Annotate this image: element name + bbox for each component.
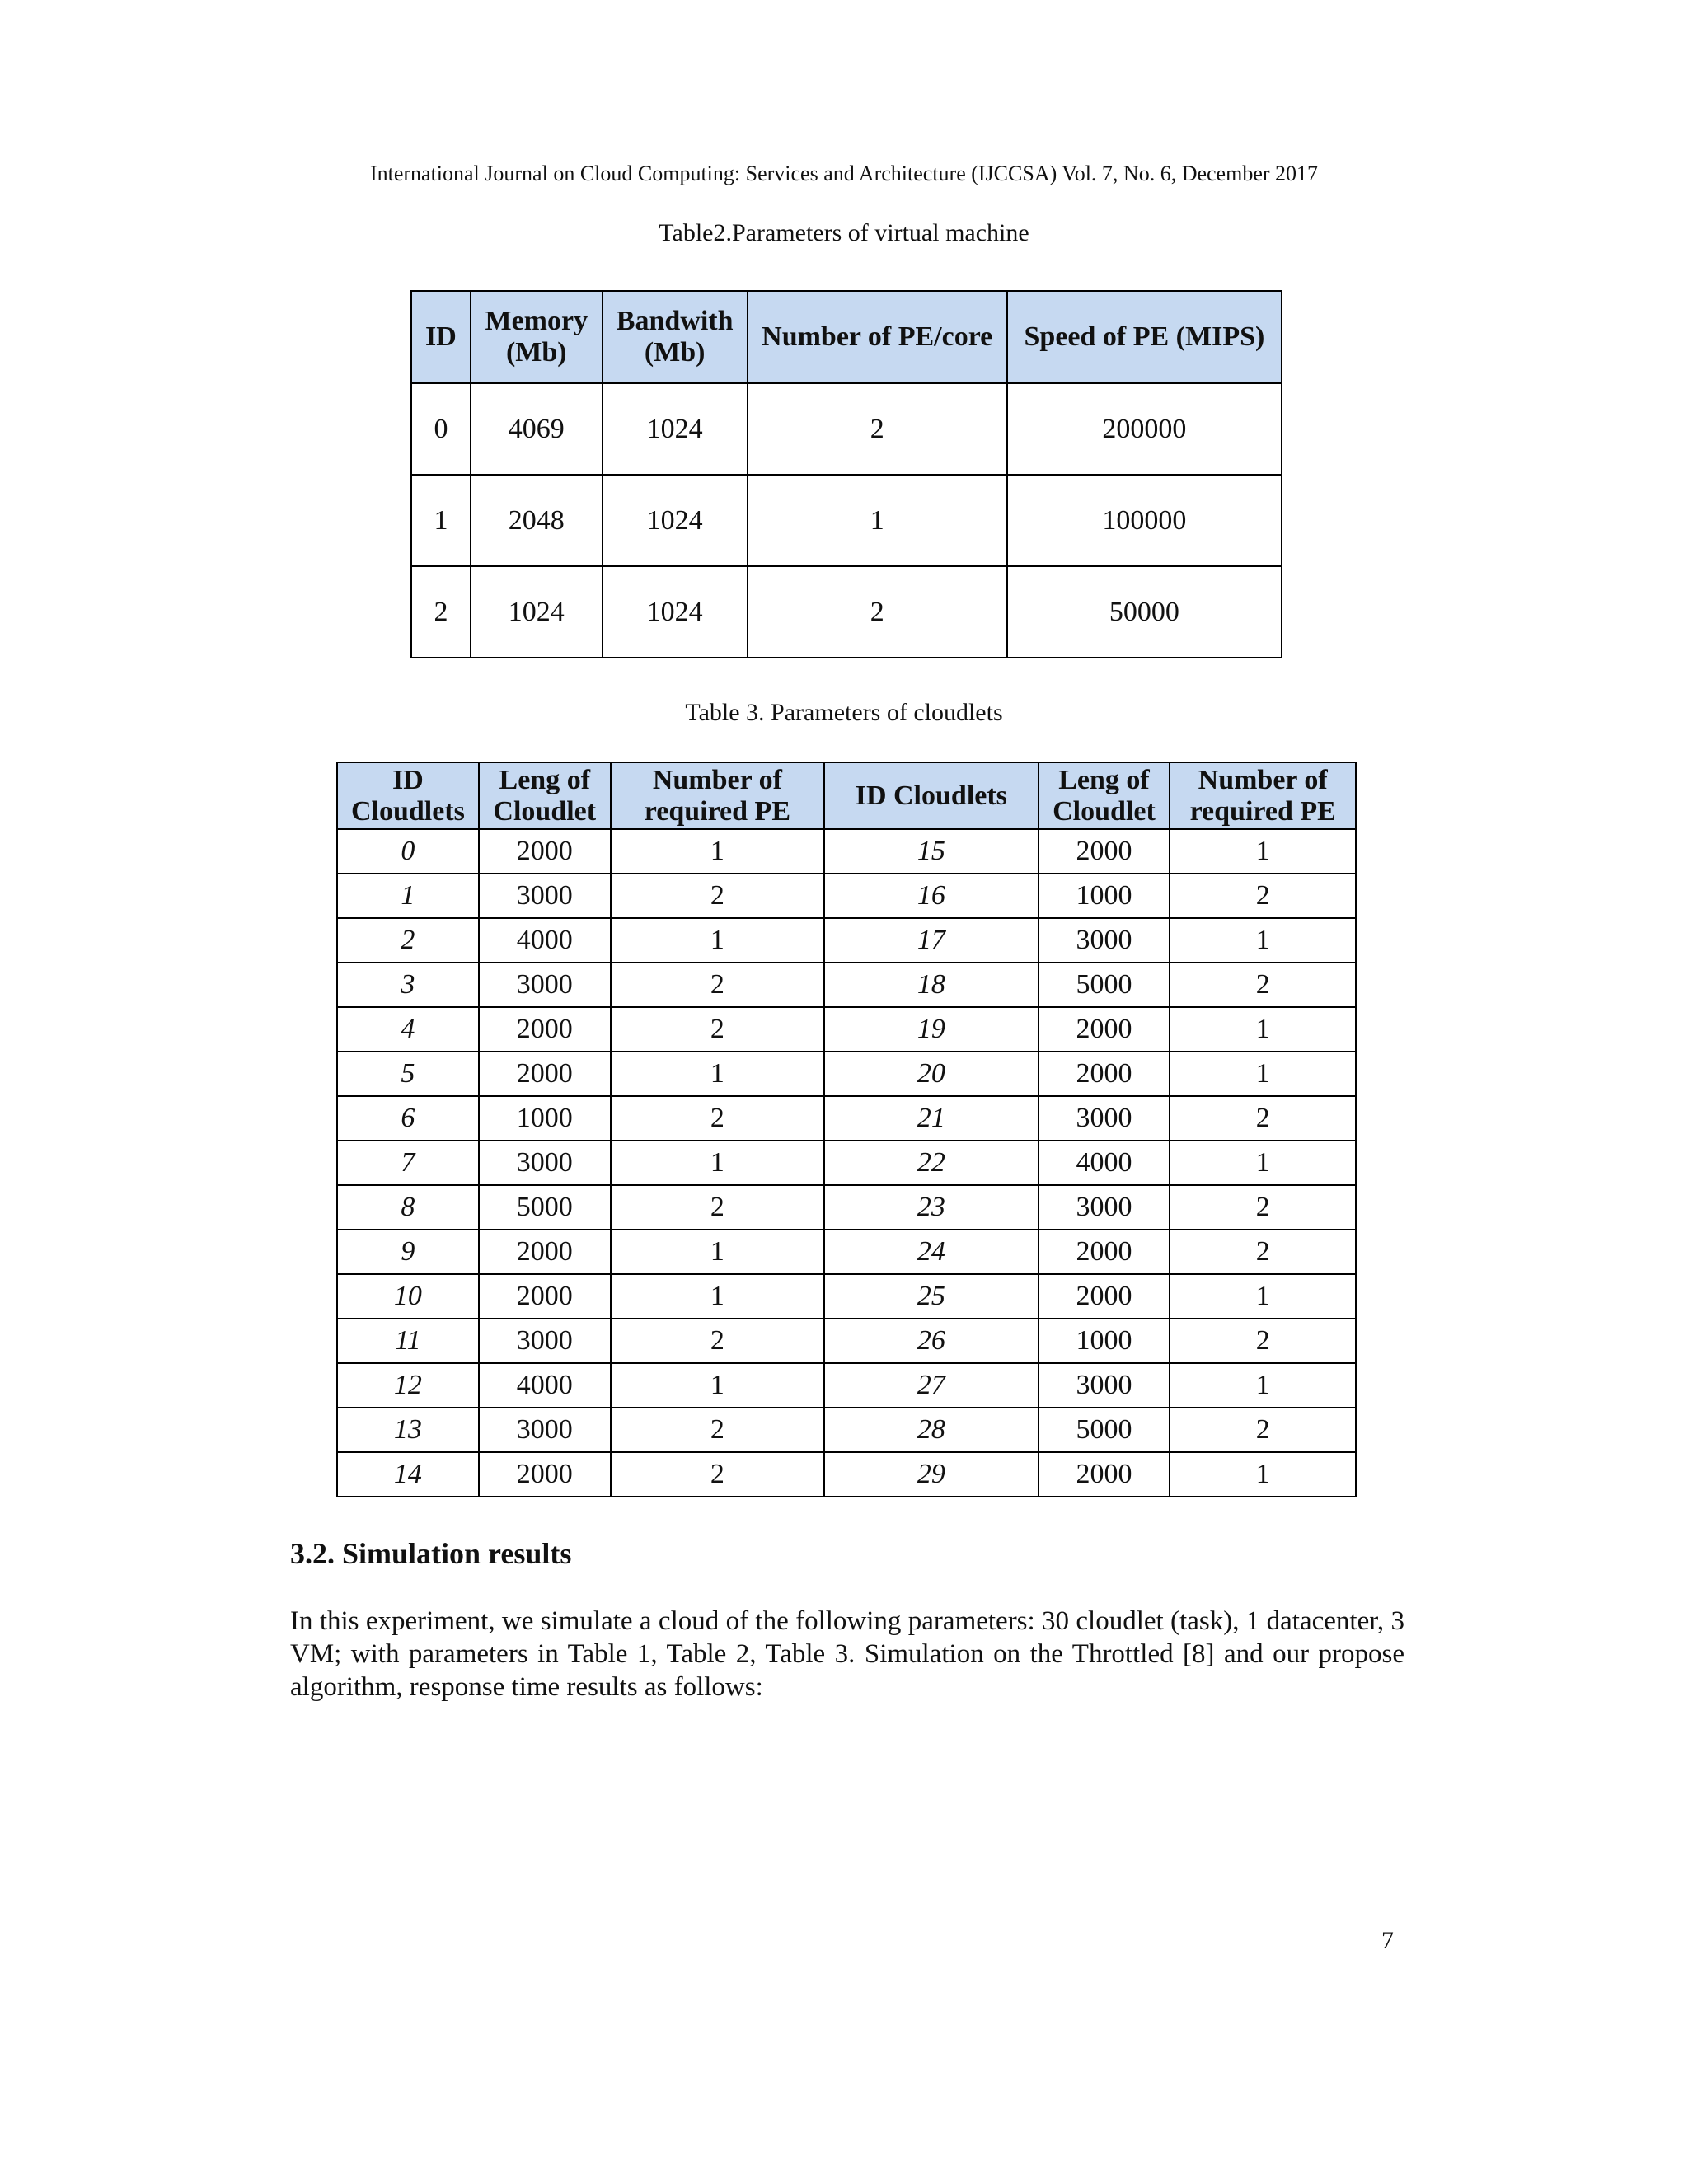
table-row — [337, 1052, 1356, 1096]
table-cell: 29 — [824, 1452, 1038, 1497]
journal-header: International Journal on Cloud Computing: Services and Architecture (IJCCSA) Vol. 7, No. 6, December 2017 — [369, 162, 1319, 185]
table-cell: 26 — [824, 1319, 1038, 1363]
table-cell: 1000 — [1039, 874, 1170, 918]
table3-body — [337, 829, 1356, 1497]
table-row — [337, 1141, 1356, 1185]
table-cell: 2000 — [479, 829, 611, 874]
table-cell: 9 — [337, 1230, 479, 1274]
table-row — [337, 874, 1356, 918]
table-cell: 2 — [411, 566, 471, 658]
table-cell: 2048 — [471, 475, 603, 566]
table-cell: 2000 — [1039, 1230, 1170, 1274]
table-cell: 2 — [1170, 1319, 1356, 1363]
table-cell: 2 — [1170, 963, 1356, 1007]
table-cell: 2000 — [479, 1007, 611, 1052]
table-row — [337, 1408, 1356, 1452]
section-title: 3.2. Simulation results — [290, 1537, 572, 1570]
table-cell: 2 — [748, 383, 1007, 475]
table-cell: 1 — [1170, 829, 1356, 874]
table-cell: 2000 — [479, 1452, 611, 1497]
table-cell: 3000 — [479, 1408, 611, 1452]
table-cell: 18 — [824, 963, 1038, 1007]
table-cell: 11 — [337, 1319, 479, 1363]
table-row — [337, 963, 1356, 1007]
table-cell: 22 — [824, 1141, 1038, 1185]
table-cell: 1024 — [471, 566, 603, 658]
table-cell: 19 — [824, 1007, 1038, 1052]
table-cell: 1000 — [479, 1096, 611, 1141]
table-row — [337, 1363, 1356, 1408]
table-cell: 2 — [611, 1319, 824, 1363]
table-cell: 2 — [1170, 1096, 1356, 1141]
table-cell: 1 — [611, 1363, 824, 1408]
table-cell: 14 — [337, 1452, 479, 1497]
table-cell: 15 — [824, 829, 1038, 874]
table-cell: 2 — [611, 963, 824, 1007]
table-cell: 4000 — [1039, 1141, 1170, 1185]
table-cell: 1 — [611, 1274, 824, 1319]
table-cell: 1000 — [1039, 1319, 1170, 1363]
table-cell: 2 — [1170, 1185, 1356, 1230]
table-cell: 24 — [824, 1230, 1038, 1274]
column-header: ID Cloudlets — [337, 762, 479, 829]
table-cell: 2 — [611, 1452, 824, 1497]
table-cell: 2 — [1170, 1408, 1356, 1452]
column-header: ID — [411, 291, 471, 383]
table-cell: 2 — [1170, 874, 1356, 918]
table-cell: 28 — [824, 1408, 1038, 1452]
table-row — [337, 829, 1356, 874]
table-cell: 10 — [337, 1274, 479, 1319]
table-cell: 20 — [824, 1052, 1038, 1096]
table-cell: 3000 — [479, 1141, 611, 1185]
table-row — [411, 383, 1282, 475]
table-row — [411, 475, 1282, 566]
table-cell: 5 — [337, 1052, 479, 1096]
table-cell: 16 — [824, 874, 1038, 918]
table-cell: 50000 — [1007, 566, 1282, 658]
table-cell: 3000 — [1039, 1363, 1170, 1408]
table2-caption: Table2.Parameters of virtual machine — [659, 219, 1029, 246]
table-cell: 2 — [1170, 1230, 1356, 1274]
table-cell: 3000 — [1039, 918, 1170, 963]
table-cell: 2000 — [479, 1052, 611, 1096]
table-cell: 3000 — [1039, 1185, 1170, 1230]
table-cell: 25 — [824, 1274, 1038, 1319]
table-cell: 1 — [1170, 1363, 1356, 1408]
table-cell: 1 — [611, 1141, 824, 1185]
table-cell: 2000 — [479, 1274, 611, 1319]
table-cell: 5000 — [479, 1185, 611, 1230]
table-cell: 0 — [337, 829, 479, 874]
table-cell: 1 — [611, 1230, 824, 1274]
table-cell: 5000 — [1039, 1408, 1170, 1452]
table-cell: 3 — [337, 963, 479, 1007]
table-cell: 1 — [337, 874, 479, 918]
table-cell: 1 — [1170, 1007, 1356, 1052]
column-header: Leng of Cloudlet — [1039, 762, 1170, 829]
table-cell: 2 — [611, 874, 824, 918]
column-header: Memory (Mb) — [471, 291, 603, 383]
table-cell: 1 — [748, 475, 1007, 566]
table2-virtual-machine — [410, 290, 1282, 658]
table-cell: 1024 — [603, 566, 748, 658]
table-cell: 0 — [411, 383, 471, 475]
column-header: Speed of PE (MIPS) — [1007, 291, 1282, 383]
table-row — [337, 1007, 1356, 1052]
column-header: Bandwith (Mb) — [603, 291, 748, 383]
table-cell: 2000 — [1039, 1007, 1170, 1052]
table-row — [337, 1319, 1356, 1363]
table-cell: 3000 — [479, 963, 611, 1007]
table-cell: 2000 — [1039, 829, 1170, 874]
column-header: Number of required PE — [1170, 762, 1356, 829]
table2-body — [411, 383, 1282, 658]
table-row — [337, 1185, 1356, 1230]
table-cell: 1 — [611, 829, 824, 874]
table-cell: 7 — [337, 1141, 479, 1185]
table-cell: 1 — [1170, 1452, 1356, 1497]
column-header: ID Cloudlets — [824, 762, 1038, 829]
table-cell: 3000 — [479, 1319, 611, 1363]
table-cell: 200000 — [1007, 383, 1282, 475]
table-cell: 1 — [1170, 1274, 1356, 1319]
table-cell: 2 — [337, 918, 479, 963]
table-cell: 100000 — [1007, 475, 1282, 566]
table-row — [411, 566, 1282, 658]
table-cell: 1 — [1170, 1141, 1356, 1185]
table-cell: 21 — [824, 1096, 1038, 1141]
table-cell: 13 — [337, 1408, 479, 1452]
table-row — [337, 1452, 1356, 1497]
table-cell: 2000 — [479, 1230, 611, 1274]
table-cell: 3000 — [479, 874, 611, 918]
table2-header-row — [411, 291, 1282, 383]
table-cell: 2000 — [1039, 1274, 1170, 1319]
section-paragraph: In this experiment, we simulate a cloud of the following parameters: 30 cloudlet (task), 1 datacenter, 3 VM; with parameters in Table 1, Table 2, Table 3. Simulation on the Throttled [8] and our propose algorithm, response time results as follows: — [290, 1606, 1404, 1702]
table-cell: 1024 — [603, 383, 748, 475]
table-cell: 23 — [824, 1185, 1038, 1230]
table3-cloudlets — [336, 762, 1357, 1497]
table-cell: 4069 — [471, 383, 603, 475]
table-cell: 2000 — [1039, 1452, 1170, 1497]
column-header: Number of PE/core — [748, 291, 1007, 383]
table-row — [337, 1096, 1356, 1141]
page-number: 7 — [1381, 1927, 1394, 1954]
table-cell: 1 — [1170, 1052, 1356, 1096]
table-cell: 1 — [411, 475, 471, 566]
table-cell: 2000 — [1039, 1052, 1170, 1096]
table3-header-row — [337, 762, 1356, 829]
table-cell: 4 — [337, 1007, 479, 1052]
table-cell: 17 — [824, 918, 1038, 963]
table-cell: 6 — [337, 1096, 479, 1141]
table-cell: 1 — [1170, 918, 1356, 963]
column-header: Leng of Cloudlet — [479, 762, 611, 829]
table-cell: 2 — [611, 1185, 824, 1230]
table-cell: 1024 — [603, 475, 748, 566]
table-cell: 4000 — [479, 1363, 611, 1408]
column-header: Number of required PE — [611, 762, 824, 829]
table-cell: 1 — [611, 1052, 824, 1096]
table-row — [337, 1230, 1356, 1274]
table-cell: 5000 — [1039, 963, 1170, 1007]
table-cell: 1 — [611, 918, 824, 963]
table-row — [337, 1274, 1356, 1319]
table-cell: 12 — [337, 1363, 479, 1408]
table-cell: 27 — [824, 1363, 1038, 1408]
table-cell: 2 — [748, 566, 1007, 658]
table3-caption: Table 3. Parameters of cloudlets — [685, 699, 1003, 726]
table-cell: 2 — [611, 1007, 824, 1052]
table-cell: 8 — [337, 1185, 479, 1230]
table-cell: 2 — [611, 1408, 824, 1452]
table-row — [337, 918, 1356, 963]
table-cell: 3000 — [1039, 1096, 1170, 1141]
table-cell: 4000 — [479, 918, 611, 963]
table-cell: 2 — [611, 1096, 824, 1141]
